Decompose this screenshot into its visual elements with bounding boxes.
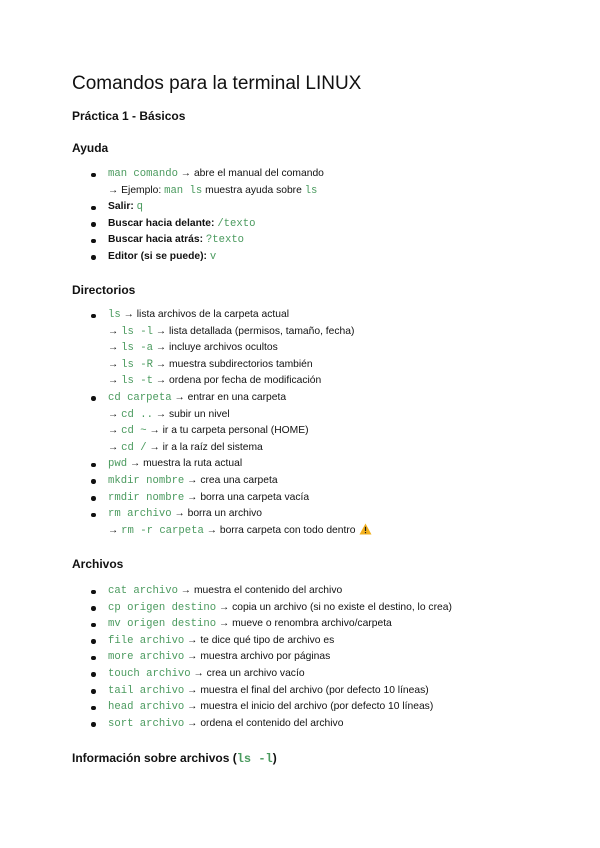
command-code: mv origen destino	[108, 618, 217, 631]
item-text: → crea una carpeta	[184, 474, 278, 486]
list-item	[72, 649, 452, 666]
command-code: man ls	[164, 184, 203, 197]
info-heading-text: Información sobre archivos (	[72, 751, 237, 765]
item-text: → muestra el inicio del archivo (por defecto 10 líneas)	[184, 701, 434, 713]
list-item	[72, 407, 372, 424]
list-item	[72, 357, 372, 374]
list-item	[72, 456, 372, 473]
list-item	[72, 600, 452, 617]
list-item	[72, 683, 452, 700]
command-code: cp origen destino	[108, 601, 217, 614]
command-code: cat archivo	[108, 585, 178, 597]
command-code: ls -a	[121, 342, 153, 355]
command-code: rmdir nombre	[108, 491, 185, 504]
list-directorios	[72, 307, 372, 541]
command-code: cd /	[121, 441, 147, 454]
item-text: → subir un nivel	[152, 408, 230, 420]
item-text: → muestra subdirectorios también	[152, 358, 313, 370]
list-item	[72, 490, 372, 507]
list-item	[72, 183, 324, 200]
command-code: cd ~	[121, 425, 147, 438]
command-code: cd ..	[121, 408, 153, 421]
command-code: rm -r carpeta	[121, 524, 204, 537]
list-item	[72, 390, 372, 407]
item-text: → lista detallada (permisos, tamaño, fecha)	[152, 325, 355, 337]
item-label: Buscar hacia atrás:	[108, 234, 204, 246]
command-code: cd carpeta	[108, 391, 172, 404]
list-ayuda	[72, 166, 324, 266]
item-prefix: →	[108, 358, 122, 370]
command-code: /texto	[217, 217, 256, 230]
list-archivos	[72, 583, 452, 732]
command-code: file archivo	[108, 634, 185, 647]
list-item	[72, 616, 452, 633]
command-code: q	[136, 201, 143, 214]
item-prefix: →	[108, 375, 122, 387]
list-item	[72, 699, 452, 716]
list-item	[72, 666, 452, 683]
command-code: pwd	[108, 458, 128, 471]
section-heading-directorios: Directorios	[72, 283, 136, 297]
item-prefix: →	[108, 408, 122, 420]
item-prefix: →	[108, 342, 122, 354]
item-text: → crea un archivo vacío	[190, 667, 305, 679]
info-heading-close: )	[272, 751, 277, 765]
list-item	[72, 307, 372, 324]
command-code: ls	[304, 184, 318, 197]
item-text: → mueve o renombra archivo/carpeta	[216, 618, 392, 630]
item-label: Buscar hacia delante:	[108, 217, 215, 229]
list-item	[72, 249, 324, 266]
item-text: → ir a tu carpeta personal (HOME)	[146, 425, 309, 437]
item-label: Editor (si se puede):	[108, 250, 207, 262]
item-text: → borra una carpeta vacía	[184, 491, 310, 503]
command-code: man comando	[108, 168, 178, 180]
subtitle: Práctica 1 - Básicos	[72, 109, 186, 123]
item-text: → borra un archivo	[171, 508, 263, 520]
page-title: Comandos para la terminal LINUX	[72, 73, 362, 94]
list-item	[72, 440, 372, 457]
item-text: → abre el manual del comando	[177, 168, 324, 179]
item-text: → muestra el contenido del archivo	[177, 585, 343, 596]
command-code: touch archivo	[108, 667, 191, 680]
command-code: ls	[108, 309, 121, 321]
item-text: → incluye archivos ocultos	[152, 342, 278, 354]
command-code: more archivo	[108, 651, 185, 664]
list-item	[72, 232, 324, 249]
item-prefix: →	[108, 441, 122, 453]
warning-icon	[359, 523, 372, 542]
command-code: mkdir nombre	[108, 474, 185, 487]
list-item	[72, 523, 372, 542]
list-item	[72, 340, 372, 357]
list-item	[72, 166, 324, 183]
item-prefix: →	[108, 325, 122, 337]
item-text: → copia un archivo (si no existe el destino, lo crea)	[216, 601, 452, 613]
item-text: muestra ayuda sobre	[202, 184, 305, 196]
item-text: → muestra archivo por páginas	[184, 651, 331, 663]
list-item	[72, 373, 372, 390]
list-item	[72, 199, 324, 216]
item-text: → muestra el final del archivo (por defecto 10 líneas)	[184, 684, 429, 696]
item-prefix: →	[108, 524, 122, 536]
command-code: ls -t	[121, 375, 153, 388]
section-heading-ayuda: Ayuda	[72, 141, 109, 155]
item-text: → ordena por fecha de modificación	[152, 375, 322, 387]
item-label: Salir:	[108, 201, 134, 213]
item-text: → ordena el contenido del archivo	[184, 717, 344, 729]
command-code: ?texto	[205, 234, 245, 247]
list-item	[72, 324, 372, 341]
item-prefix: → Ejemplo:	[108, 184, 165, 196]
command-code: ls -l	[121, 325, 153, 338]
item-text: → entrar en una carpeta	[171, 391, 287, 403]
item-text: → muestra la ruta actual	[127, 458, 243, 470]
item-text: → lista archivos de la carpeta actual	[120, 309, 289, 320]
item-text: → ir a la raíz del sistema	[146, 441, 263, 453]
command-code: rm archivo	[108, 508, 172, 521]
list-item	[72, 583, 452, 600]
command-code: sort archivo	[108, 717, 185, 730]
command-code: ls -R	[121, 358, 153, 371]
list-item	[72, 473, 372, 490]
section-heading-info	[72, 750, 277, 767]
list-item	[72, 633, 452, 650]
command-code: v	[209, 250, 217, 263]
item-text: → borra carpeta con todo dentro	[203, 524, 356, 536]
list-item	[72, 423, 372, 440]
command-code: tail archivo	[108, 684, 185, 697]
command-code: head archivo	[108, 701, 185, 714]
list-item	[72, 506, 372, 523]
section-heading-archivos: Archivos	[72, 557, 124, 571]
list-item	[72, 716, 452, 733]
command-code: ls -l	[236, 752, 273, 766]
item-text: → te dice qué tipo de archivo es	[184, 634, 335, 646]
item-prefix: →	[108, 425, 122, 437]
list-item	[72, 216, 324, 233]
